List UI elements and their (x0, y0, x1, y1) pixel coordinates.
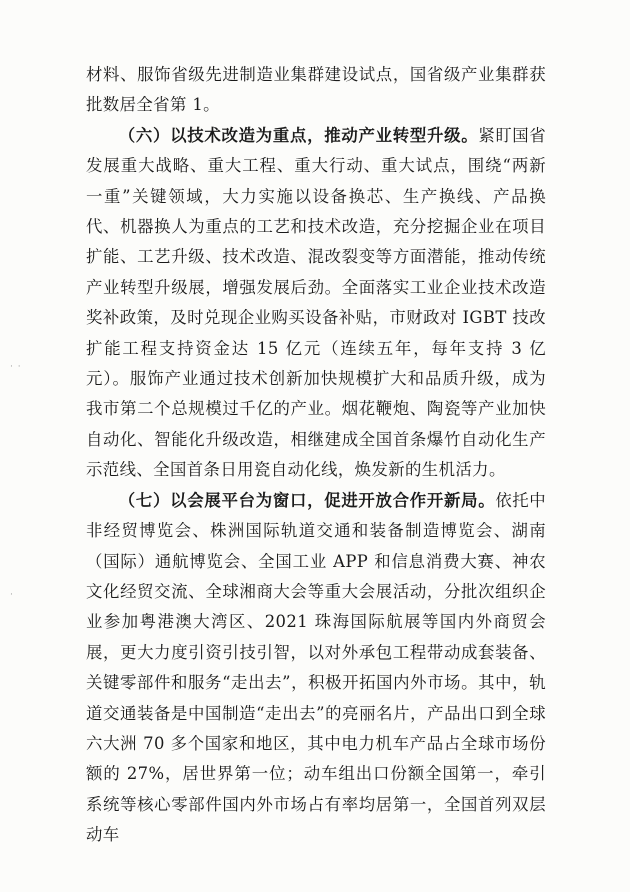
continued-paragraph: 材料、服饰省级先进制造业集群建设试点，国省级产业集群获批数居全省第 1。 (86, 65, 546, 115)
section-7-paragraph (86, 486, 546, 851)
binding-mark-top: · · (10, 362, 22, 372)
section-6-heading: （六）以技术改造为重点，推动产业转型升级。 (118, 125, 479, 145)
section-6-paragraph (86, 121, 546, 486)
binding-mark-bottom: · (10, 590, 14, 600)
document-body (86, 60, 546, 851)
section-7-heading: （七）以会展平台为窗口，促进开放合作开新局。 (118, 490, 496, 510)
section-7-body: 依托中非经贸博览会、株洲国际轨道交通和装备制造博览会、湖南（国际）通航博览会、全国工业 APP 和信息消费大赛、神农文化经贸交流、全球湘商大会等重大会展活动，分批次组织企业参加粤港澳大湾区、2021 珠海国际航展等国内外商贸会展，更大力度引资引技引智，以对外承包工程带动成套装备、关键零部件和服务“走出去”，积极开拓国内外市场。其中，轨道交通装备是中国制造“走出去”的亮丽名片，产品出口到全球六大洲 70 多个国家和地区，其中电力机车产品占全球市场份额的 27%，居世界第一位；动车组出口份额全国第一，牵引系统等核心零部件国内外市场占有率均居第一，全国首列双层动车 (86, 490, 546, 845)
section-6-body: 紧盯国省发展重大战略、重大工程、重大行动、重大试点，围绕“两新一重”关键领域，大力实施以设备换芯、生产换线、产品换代、机器换人为重点的工艺和技术改造，充分挖掘企业在项目扩能、工艺升级、技术改造、混改裂变等方面潜能，推动传统产业转型升级展，增强发展后劲。全面落实工业企业技术改造奖补政策，及时兑现企业购买设备补贴，市财政对 IGBT 技改扩能工程支持资金达 15 亿元（连续五年，每年支持 3 亿元）。服饰产业通过技术创新加快规模扩大和品质升级，成为我市第二个总规模过千亿的产业。烟花鞭炮、陶瓷等产业加快自动化、智能化升级改造，相继建成全国首条爆竹自动化生产示范线、全国首条日用瓷自动化线，焕发新的生机活力。 (86, 125, 546, 480)
